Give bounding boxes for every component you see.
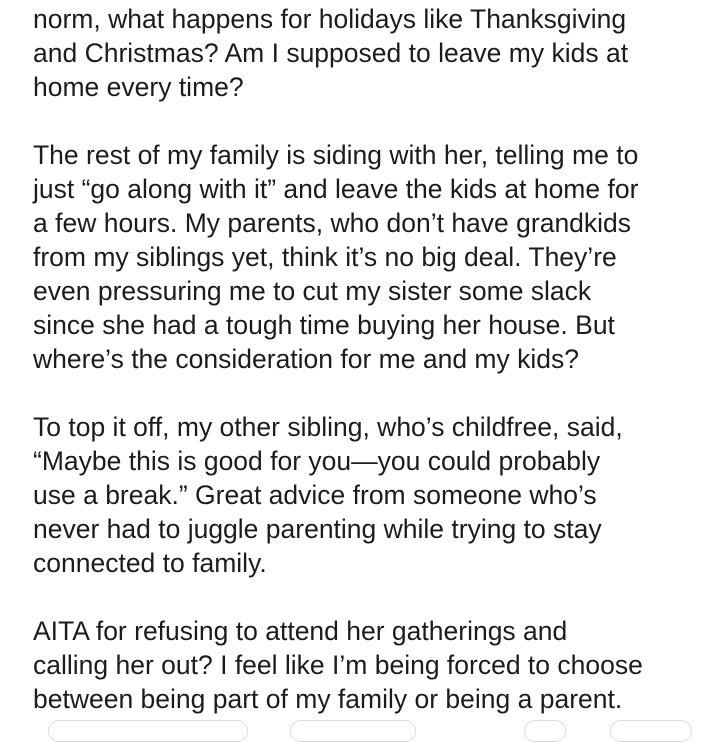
text-line: never had to juggle parenting while trying to stay xyxy=(33,514,602,544)
text-line: a few hours. My parents, who don’t have grandkids xyxy=(33,208,632,238)
text-line: and Christmas? Am I supposed to leave my kids at xyxy=(33,38,629,68)
text-line: AITA for refusing to attend her gatherings and xyxy=(33,616,568,646)
text-line: even pressuring me to cut my sister some slack xyxy=(33,276,592,306)
text-line: just “go along with it” and leave the kids at home for xyxy=(33,174,639,204)
vote-button[interactable] xyxy=(48,720,248,742)
text-line: from my siblings yet, think it’s no big deal. They’re xyxy=(33,242,617,272)
text-line: connected to family. xyxy=(33,548,267,578)
text-line: home every time? xyxy=(33,72,244,102)
text-line: “Maybe this is good for you—you could probably xyxy=(33,446,601,476)
paragraph-spacer xyxy=(33,580,713,614)
paragraph-holidays xyxy=(33,2,713,104)
action-bar xyxy=(0,718,720,730)
post-body xyxy=(33,0,713,716)
comment-button[interactable] xyxy=(290,720,416,742)
text-line: The rest of my family is siding with her, telling me to xyxy=(33,140,639,170)
text-line: where’s the consideration for me and my kids? xyxy=(33,344,579,374)
text-line: To top it off, my other sibling, who’s childfree, said, xyxy=(33,412,623,442)
paragraph-sibling-advice xyxy=(33,410,713,580)
text-line: between being part of my family or being a parent. xyxy=(33,684,623,714)
text-line: norm, what happens for holidays like Thanksgiving xyxy=(33,4,627,34)
paragraph-spacer xyxy=(33,104,713,138)
text-line: since she had a tough time buying her house. But xyxy=(33,310,615,340)
paragraph-family-siding xyxy=(33,138,713,376)
award-button[interactable] xyxy=(524,720,566,742)
text-line: use a break.” Great advice from someone who’s xyxy=(33,480,597,510)
text-line: calling her out? I feel like I’m being forced to choose xyxy=(33,650,643,680)
paragraph-spacer xyxy=(33,376,713,410)
share-button[interactable] xyxy=(610,720,692,742)
paragraph-aita-question xyxy=(33,614,713,716)
